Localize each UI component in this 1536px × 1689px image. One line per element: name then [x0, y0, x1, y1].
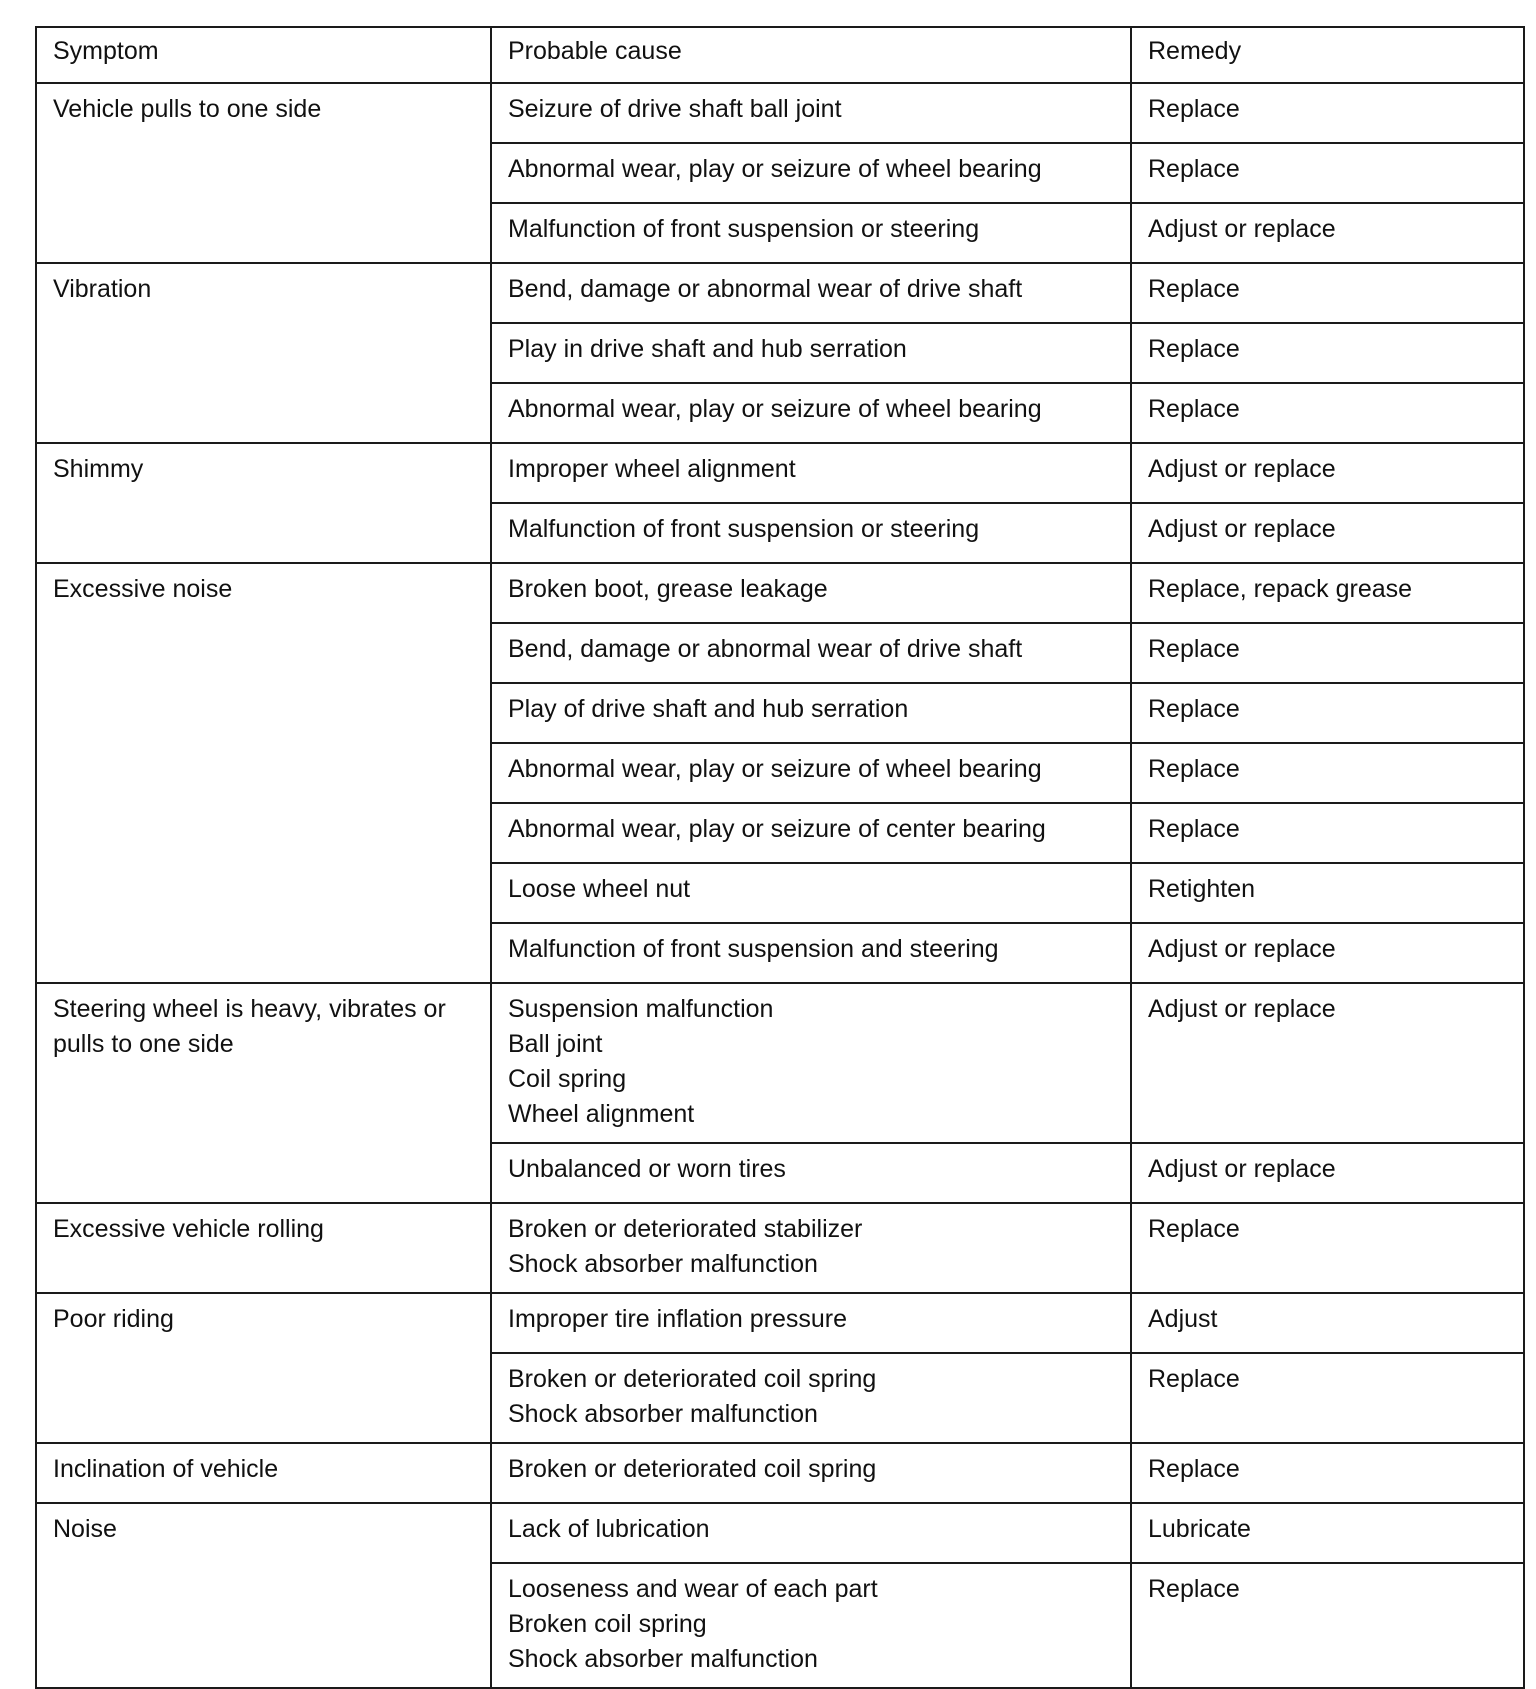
cause-line: Ball joint [508, 1030, 603, 1058]
header-row [36, 27, 1524, 83]
remedy-text: Replace [1148, 155, 1240, 183]
remedy-text: Adjust or replace [1148, 215, 1336, 243]
symptom-text: Vehicle pulls to one side [53, 95, 322, 123]
symptom-text: Noise [53, 1515, 117, 1543]
table-row [36, 443, 1524, 503]
cause-line: Malfunction of front suspension and steering [508, 935, 999, 963]
remedy-cell [1131, 263, 1524, 323]
cause-line: Lack of lubrication [508, 1515, 710, 1543]
symptom-cell [36, 263, 491, 443]
cause-line: Abnormal wear, play or seizure of wheel bearing [508, 395, 1042, 423]
symptom-cell [36, 1203, 491, 1293]
cause-line: Broken boot, grease leakage [508, 575, 828, 603]
remedy-cell [1131, 503, 1524, 563]
cause-line: Malfunction of front suspension or steering [508, 515, 980, 543]
remedy-text: Replace [1148, 1365, 1240, 1393]
remedy-cell [1131, 923, 1524, 983]
remedy-cell [1131, 683, 1524, 743]
cause-line: Wheel alignment [508, 1100, 695, 1128]
remedy-cell [1131, 83, 1524, 143]
table-row [36, 263, 1524, 323]
remedy-text: Replace [1148, 335, 1240, 363]
cause-cell [491, 983, 1131, 1143]
cause-cell [491, 863, 1131, 923]
remedy-text: Adjust or replace [1148, 455, 1336, 483]
remedy-text: Replace [1148, 95, 1240, 123]
cause-cell [491, 1443, 1131, 1503]
remedy-text: Replace [1148, 695, 1240, 723]
remedy-text: Replace [1148, 635, 1240, 663]
remedy-cell [1131, 743, 1524, 803]
table-row [36, 563, 1524, 623]
cause-line: Play in drive shaft and hub serration [508, 335, 907, 363]
table-row [36, 1203, 1524, 1293]
cause-cell [491, 923, 1131, 983]
symptom-text: Excessive noise [53, 575, 233, 603]
symptom-text: Vibration [53, 275, 152, 303]
remedy-cell [1131, 1293, 1524, 1353]
cause-line: Broken or deteriorated coil spring [508, 1455, 877, 1483]
table-row [36, 1293, 1524, 1353]
cause-cell [491, 83, 1131, 143]
remedy-cell [1131, 1563, 1524, 1688]
remedy-text: Replace [1148, 1455, 1240, 1483]
cause-cell [491, 323, 1131, 383]
remedy-cell [1131, 203, 1524, 263]
remedy-text: Replace, repack grease [1148, 575, 1413, 603]
remedy-text: Replace [1148, 1575, 1240, 1603]
remedy-text: Adjust or replace [1148, 935, 1336, 963]
cause-line: Improper wheel alignment [508, 455, 796, 483]
cause-line: Broken coil spring [508, 1610, 707, 1638]
cause-line: Broken or deteriorated stabilizer [508, 1215, 863, 1243]
symptom-cell [36, 83, 491, 263]
remedy-cell [1131, 1503, 1524, 1563]
table-row [36, 983, 1524, 1143]
remedy-cell [1131, 1353, 1524, 1443]
table-row [36, 83, 1524, 143]
table-row [36, 1503, 1524, 1563]
remedy-text: Lubricate [1148, 1515, 1251, 1543]
symptom-cell [36, 1503, 491, 1688]
cause-line: Shock absorber malfunction [508, 1250, 818, 1278]
remedy-text: Replace [1148, 395, 1240, 423]
remedy-text: Replace [1148, 275, 1240, 303]
remedy-text: Adjust [1148, 1305, 1218, 1333]
symptom-text: Inclination of vehicle [53, 1455, 279, 1483]
remedy-text: Replace [1148, 815, 1240, 843]
cause-line: Shock absorber malfunction [508, 1645, 818, 1673]
symptom-cell [36, 983, 491, 1203]
cause-cell [491, 743, 1131, 803]
cause-line: Improper tire inflation pressure [508, 1305, 848, 1333]
header-probable-cause: Probable cause [491, 27, 1131, 83]
remedy-cell [1131, 1203, 1524, 1293]
remedy-cell [1131, 323, 1524, 383]
table-body [36, 27, 1524, 1688]
cause-cell [491, 443, 1131, 503]
symptom-text: Excessive vehicle rolling [53, 1215, 324, 1243]
cause-line: Loose wheel nut [508, 875, 691, 903]
troubleshooting-sheet [35, 26, 1523, 1689]
cause-line: Abnormal wear, play or seizure of center bearing [508, 815, 1046, 843]
cause-cell [491, 1563, 1131, 1688]
cause-cell [491, 623, 1131, 683]
remedy-cell [1131, 1443, 1524, 1503]
remedy-text: Adjust or replace [1148, 1155, 1336, 1183]
cause-line: Looseness and wear of each part [508, 1575, 878, 1603]
cause-cell [491, 1143, 1131, 1203]
symptom-cell [36, 563, 491, 983]
header-remedy: Remedy [1131, 27, 1524, 83]
cause-line: Abnormal wear, play or seizure of wheel bearing [508, 155, 1042, 183]
remedy-text: Adjust or replace [1148, 995, 1336, 1023]
remedy-cell [1131, 983, 1524, 1143]
cause-cell [491, 143, 1131, 203]
remedy-cell [1131, 383, 1524, 443]
symptom-text: Steering wheel is heavy, vibrates or pulls to one side [53, 995, 446, 1058]
cause-line: Seizure of drive shaft ball joint [508, 95, 842, 123]
symptom-text: Shimmy [53, 455, 144, 483]
cause-cell [491, 203, 1131, 263]
remedy-cell [1131, 1143, 1524, 1203]
cause-line: Coil spring [508, 1065, 627, 1093]
table-row [36, 1443, 1524, 1503]
cause-line: Shock absorber malfunction [508, 1400, 818, 1428]
cause-cell [491, 803, 1131, 863]
cause-line: Bend, damage or abnormal wear of drive shaft [508, 635, 1023, 663]
symptom-cell [36, 1293, 491, 1443]
cause-cell [491, 1293, 1131, 1353]
cause-line: Broken or deteriorated coil spring [508, 1365, 877, 1393]
cause-cell [491, 1203, 1131, 1293]
cause-line: Malfunction of front suspension or steering [508, 215, 980, 243]
cause-cell [491, 503, 1131, 563]
remedy-text: Retighten [1148, 875, 1256, 903]
cause-cell [491, 1503, 1131, 1563]
remedy-text: Replace [1148, 1215, 1240, 1243]
cause-line: Abnormal wear, play or seizure of wheel bearing [508, 755, 1042, 783]
remedy-cell [1131, 623, 1524, 683]
troubleshooting-table [35, 26, 1525, 1689]
symptom-text: Poor riding [53, 1305, 174, 1333]
remedy-cell [1131, 143, 1524, 203]
remedy-text: Replace [1148, 755, 1240, 783]
cause-cell [491, 1353, 1131, 1443]
cause-cell [491, 683, 1131, 743]
cause-line: Play of drive shaft and hub serration [508, 695, 909, 723]
cause-cell [491, 383, 1131, 443]
cause-cell [491, 263, 1131, 323]
cause-line: Bend, damage or abnormal wear of drive shaft [508, 275, 1023, 303]
remedy-cell [1131, 803, 1524, 863]
cause-line: Suspension malfunction [508, 995, 774, 1023]
remedy-cell [1131, 563, 1524, 623]
cause-line: Unbalanced or worn tires [508, 1155, 786, 1183]
remedy-text: Adjust or replace [1148, 515, 1336, 543]
header-symptom: Symptom [36, 27, 491, 83]
remedy-cell [1131, 863, 1524, 923]
symptom-cell [36, 1443, 491, 1503]
cause-cell [491, 563, 1131, 623]
symptom-cell [36, 443, 491, 563]
remedy-cell [1131, 443, 1524, 503]
